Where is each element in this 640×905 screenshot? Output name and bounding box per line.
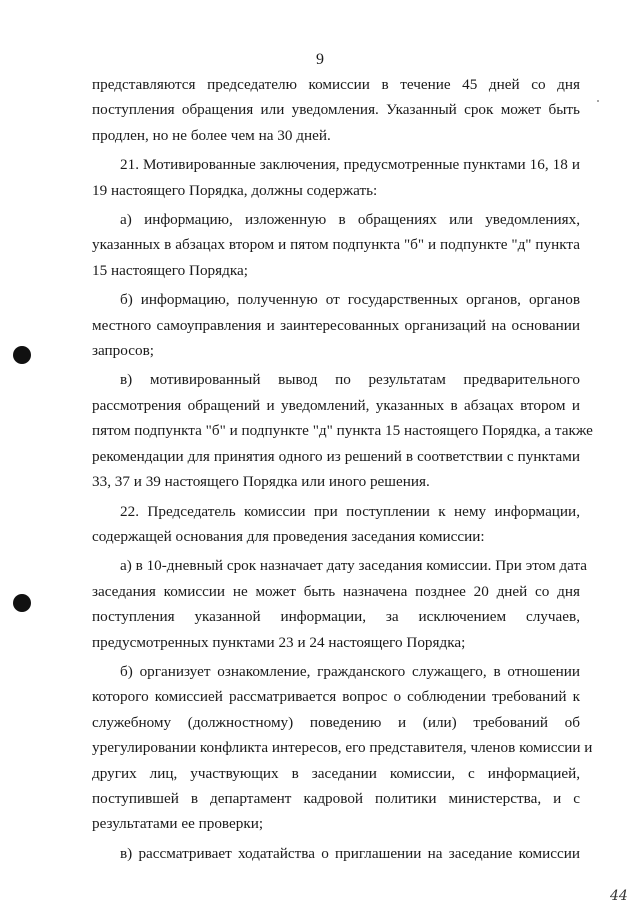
text-line: урегулировании конфликта интересов, его представителя, членов комиссии и (92, 739, 593, 757)
text-line: запросов; (92, 342, 154, 360)
text-line: 22. Председатель комиссии при поступлении к нему информации, (120, 502, 580, 520)
text-line: представляются председателю комиссии в течение 45 дней со дня (92, 76, 580, 93)
paragraph (92, 152, 580, 203)
paragraph (92, 367, 593, 494)
paragraph (92, 553, 588, 655)
punch-hole-upper (13, 346, 31, 364)
text-line: 15 настоящего Порядка; (92, 261, 248, 279)
body-text (92, 72, 593, 866)
paragraph (92, 841, 580, 866)
text-line: в) мотивированный вывод по результатам предварительного (120, 371, 580, 389)
page-number: 9 (316, 51, 324, 68)
handwritten-corner-mark: 44 (610, 888, 628, 904)
paragraph (92, 207, 580, 283)
punch-hole-lower (13, 594, 31, 612)
text-line: местного самоуправления и заинтересованных организаций на основании (92, 316, 580, 334)
text-line: а) информацию, изложенную в обращениях или уведомлениях, (120, 211, 580, 229)
text-line: 19 настоящего Порядка, должны содержать: (92, 181, 378, 199)
text-line: поступившей в департамент кадровой политики министерства, и с (92, 789, 580, 807)
text-line: служебному (должностному) поведению и (или) требований об (92, 713, 580, 731)
text-line: заседания комиссии не может быть назначена позднее 20 дней со дня (92, 582, 580, 600)
text-line: пятом подпункта "б" и подпункте "д" пункта 15 настоящего Порядка, а также (92, 422, 593, 440)
text-line: других лиц, участвующих в заседании комиссии, с информацией, (92, 764, 580, 782)
text-line: указанных в абзацах втором и пятом подпункта "б" и подпункте "д" пункта (92, 236, 580, 254)
text-line: рассмотрения обращений и уведомлений, указанных в абзацах втором и (92, 396, 580, 414)
paragraph (92, 72, 580, 148)
text-line: поступления указанной информации, за исключением случаев, (92, 608, 580, 626)
paragraph (92, 287, 580, 363)
text-line: результатами ее проверки; (92, 815, 264, 833)
text-line: в) рассматривает ходатайства о приглашении на заседание комиссии (120, 844, 580, 862)
text-line: продлен, но не более чем на 30 дней. (92, 126, 331, 144)
paragraph (92, 659, 593, 837)
text-line: предусмотренных пунктами 23 и 24 настоящего Порядка; (92, 633, 466, 651)
text-line: содержащей основания для проведения заседания комиссии: (92, 527, 485, 545)
paragraph (92, 499, 580, 550)
text-line: 21. Мотивированные заключения, предусмотренные пунктами 16, 18 и (120, 156, 580, 174)
text-line: рекомендации для принятия одного из решений в соответствии с пунктами (92, 447, 580, 465)
text-line: 33, 37 и 39 настоящего Порядка или иного решения. (92, 473, 430, 491)
text-line: б) организует ознакомление, гражданского служащего, в отношении (120, 662, 580, 680)
text-line: а) в 10-дневный срок назначает дату заседания комиссии. При этом дата (120, 557, 588, 575)
text-line: поступления обращения или уведомления. Указанный срок может быть (92, 101, 580, 119)
text-line: которого комиссией рассматривается вопрос о соблюдении требований к (92, 688, 580, 706)
scan-speck (597, 100, 599, 102)
text-line: б) информацию, полученную от государственных органов, органов (120, 291, 580, 309)
